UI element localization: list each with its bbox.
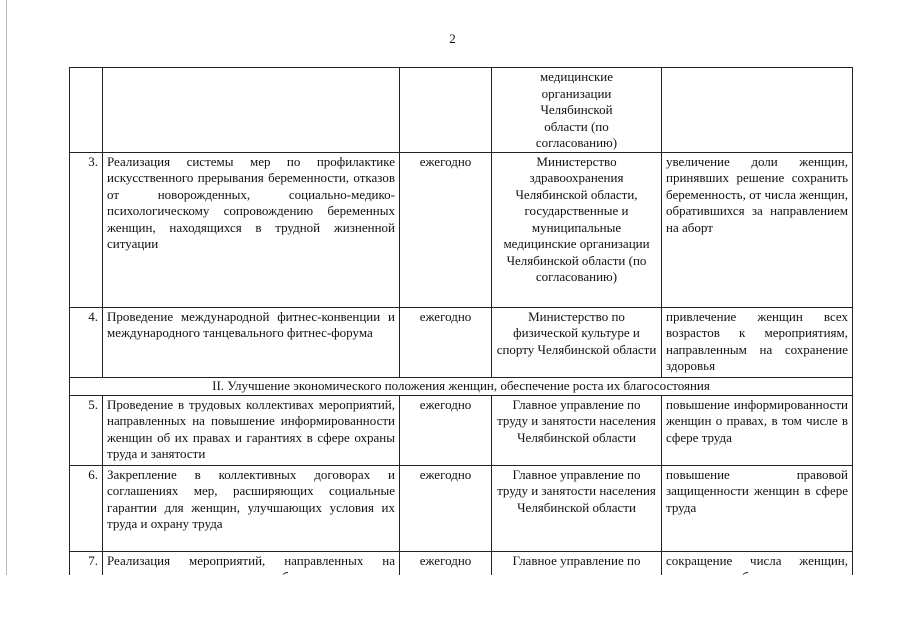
event-cell xyxy=(103,68,400,153)
table-row xyxy=(70,307,853,377)
executor-text: Министерство по физической культуре и спорту Челябинской области xyxy=(492,307,662,377)
event-text: Закрепление в коллективных договорах и соглашениях мер, расширяющих социальные гарантии для женщин, улучшающих условия их труда и охрану труда xyxy=(103,465,400,551)
event-text: Проведение в трудовых коллективах мероприятий, направленных на повышение информированности женщин об их правах и гарантиях в сфере охраны труда и занятости xyxy=(103,395,400,465)
event-text: Реализация системы мер по профилактике искусственного прерывания беременности, отказов от новорожденных, социально-медико-психологическому сопровождению беременных женщин, находящихся в трудной жизненной ситуации xyxy=(103,152,400,307)
section-heading-row xyxy=(70,377,853,395)
measures-table xyxy=(69,67,853,589)
term-text: ежегодно xyxy=(400,152,492,307)
executor-cell: медицинские организации Челябинской области (по согласованию) xyxy=(492,68,662,153)
row-number: 7. xyxy=(70,551,103,588)
page-bottom-blank xyxy=(0,575,905,640)
table-row xyxy=(70,465,853,551)
term-text: ежегодно xyxy=(400,395,492,465)
table-row-continuation xyxy=(70,68,853,153)
term-text: ежегодно xyxy=(400,551,492,588)
row-number: 4. xyxy=(70,307,103,377)
executor-text: Главное управление по xyxy=(492,551,662,588)
event-text: Реализация мероприятий, направленных на xyxy=(103,551,400,588)
executor-text: Министерство здравоохранения Челябинской области, государственные и муниципальные медицинские организации Челябинской области (по согласованию) xyxy=(492,152,662,307)
section-title: II. Улучшение экономического положения женщин, обеспечение роста их благосостояния xyxy=(70,377,853,395)
row-number: 3. xyxy=(70,152,103,307)
table-row xyxy=(70,152,853,307)
term-text: ежегодно xyxy=(400,465,492,551)
result-text: привлечение женщин всех возрастов к мероприятиям, направленным на сохранение здоровья xyxy=(662,307,853,377)
result-text: увеличение доли женщин, принявших решение сохранить беременность, от числа женщин, обратившихся за направлением на аборт xyxy=(662,152,853,307)
row-number-cell xyxy=(70,68,103,153)
result-cell xyxy=(662,68,853,153)
event-text: Проведение международной фитнес-конвенции и международного танцевального фитнес-форума xyxy=(103,307,400,377)
result-text: сокращение числа женщин, xyxy=(662,551,853,588)
row-number: 5. xyxy=(70,395,103,465)
result-text: повышение правовой защищенности женщин в сфере труда xyxy=(662,465,853,551)
result-text: повышение информированности женщин о правах, в том числе в сфере труда xyxy=(662,395,853,465)
page-left-edge xyxy=(6,0,7,640)
page-number: 2 xyxy=(449,31,456,46)
executor-text: Главное управление по труду и занятости населения Челябинской области xyxy=(492,395,662,465)
term-cell xyxy=(400,68,492,153)
term-text: ежегодно xyxy=(400,307,492,377)
executor-text: Главное управление по труду и занятости населения Челябинской области xyxy=(492,465,662,551)
row-number: 6. xyxy=(70,465,103,551)
table-row xyxy=(70,395,853,465)
